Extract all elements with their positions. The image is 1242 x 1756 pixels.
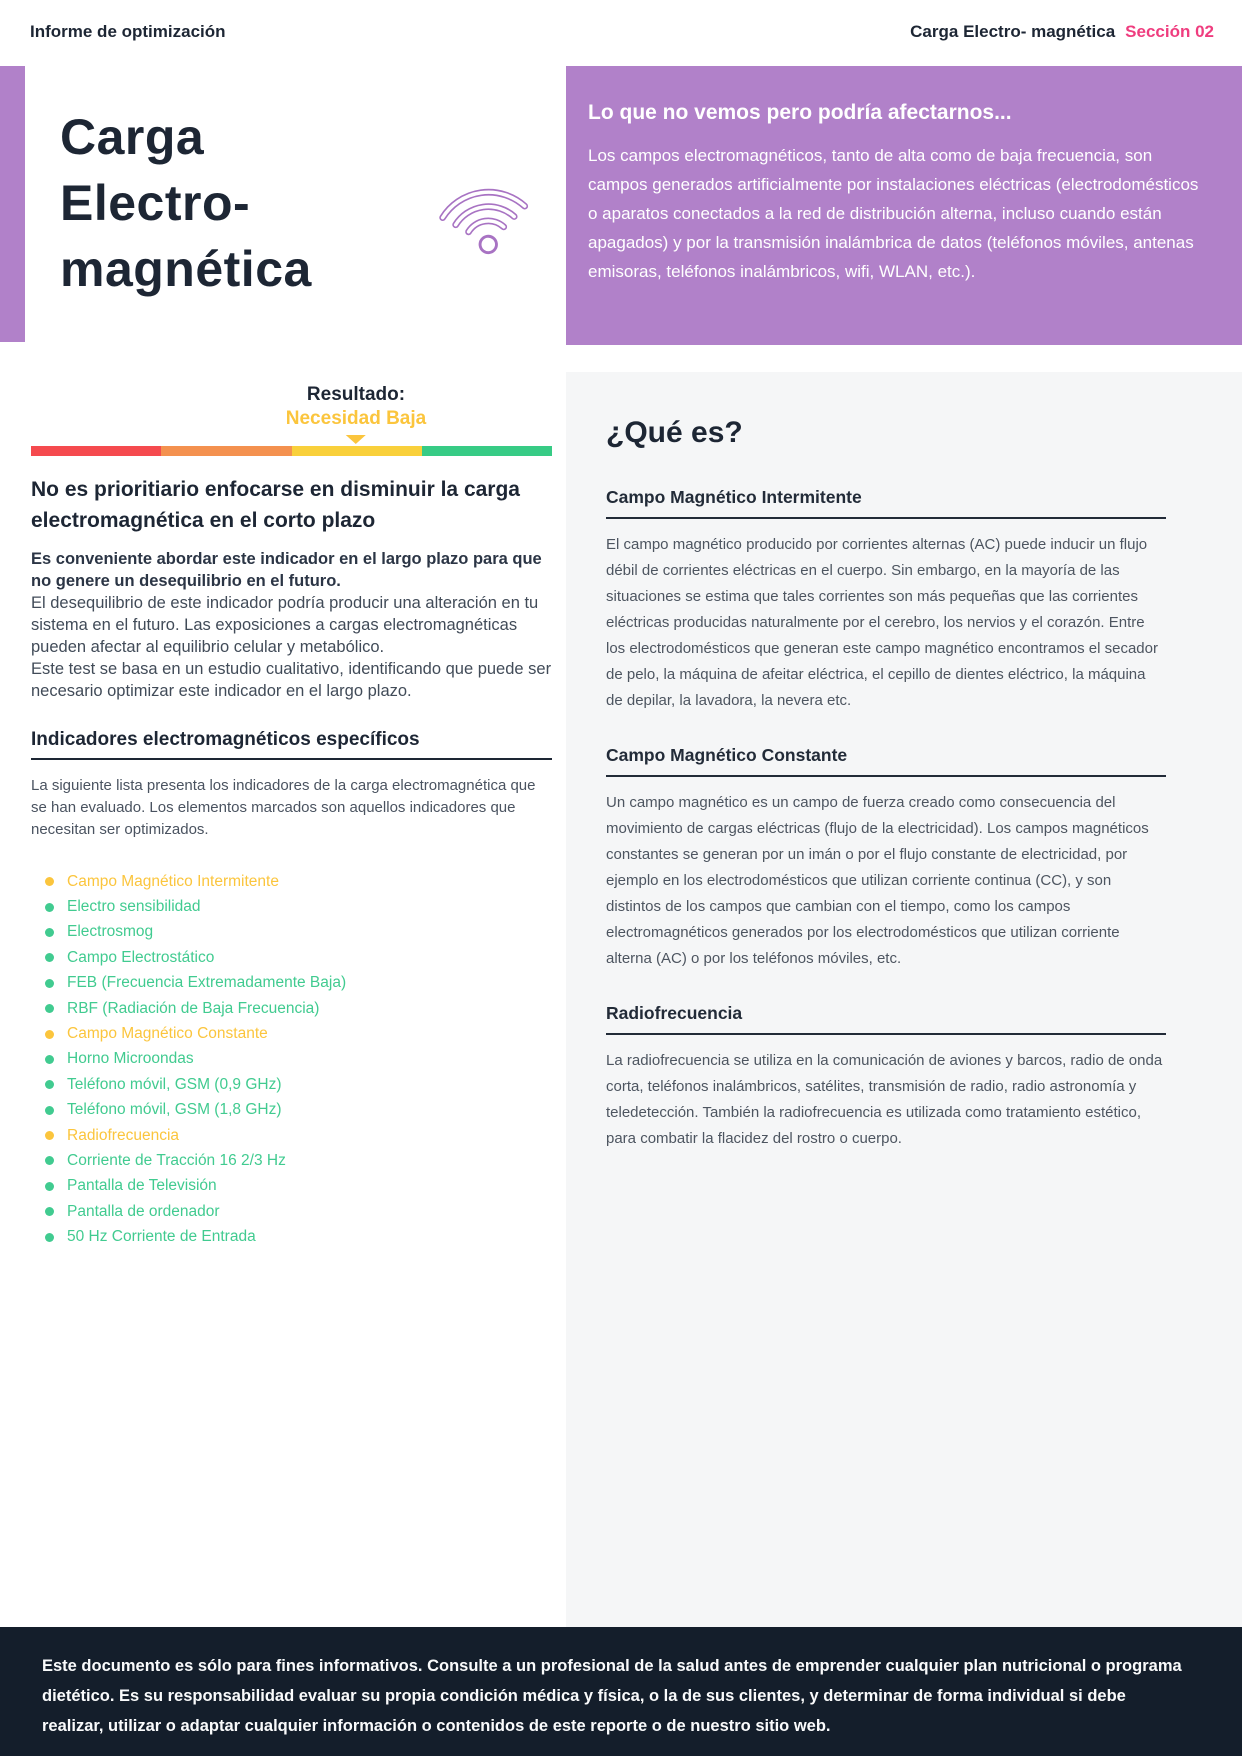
scale-segment-yellow xyxy=(292,446,422,456)
indicator-label: Campo Electrostático xyxy=(67,948,215,966)
callout-title: Lo que no vemos pero podría afectarnos... xyxy=(588,101,1012,124)
indicator-item xyxy=(31,1021,552,1046)
definition-heading: Campo Magnético Intermitente xyxy=(606,486,1166,519)
indicator-item xyxy=(31,1148,552,1173)
indicator-label: Electro sensibilidad xyxy=(67,898,201,916)
indicator-item xyxy=(31,920,552,945)
indicator-label: Corriente de Tracción 16 2/3 Hz xyxy=(67,1151,286,1169)
result-headline: No es prioritiario enfocarse en disminuir la carga electromagnética en el corto plazo xyxy=(31,478,520,532)
indicator-item xyxy=(31,1047,552,1072)
severity-scale xyxy=(31,446,552,456)
page-title xyxy=(60,104,312,302)
indicator-item xyxy=(31,1072,552,1097)
indicator-bullet-icon xyxy=(45,1182,54,1191)
indicator-item xyxy=(31,1123,552,1148)
indicators-intro: La siguiente lista presenta los indicadores de la carga electromagnética que se han evaluado. Los elementos marcados son aquellos indicadores que necesitan ser optimizados. xyxy=(31,777,536,838)
indicator-item xyxy=(31,1098,552,1123)
callout-body: Los campos electromagnéticos, tanto de alta como de baja frecuencia, son campos generados artificialmente por instalaciones eléctricas (electrodomésticos o aparatos conectados a la red de distribución alterna, incluso cuando están apagados) y por la transmisión inalámbrica de datos (teléfonos móviles, antenas emisoras, teléfonos inalámbricos, wifi, WLAN, etc.). xyxy=(588,146,1199,281)
gauge-pointer-icon xyxy=(346,435,366,444)
indicator-bullet-icon xyxy=(45,1131,54,1140)
result-label: Resultado: xyxy=(306,384,406,405)
indicator-item xyxy=(31,869,552,894)
indicator-label: RBF (Radiación de Baja Frecuencia) xyxy=(67,999,320,1017)
indicator-item xyxy=(31,945,552,970)
definition-section xyxy=(606,744,1166,972)
indicator-bullet-icon xyxy=(45,1156,54,1165)
indicator-list xyxy=(31,869,552,1250)
definition-section xyxy=(606,1002,1166,1152)
definition-body: La radiofrecuencia se utiliza en la comunicación de aviones y barcos, radio de onda corta, teléfonos inalámbricos, satélites, transmisión de radio, radio astronomía y teledetección. También la radiofrecuencia es utilizada como tratamiento estético, para combatir la flacidez del rostro o cuerpo. xyxy=(606,1052,1163,1147)
indicator-bullet-icon xyxy=(45,1233,54,1242)
indicator-item xyxy=(31,1174,552,1199)
definition-heading: Radiofrecuencia xyxy=(606,1002,1166,1035)
indicator-label: 50 Hz Corriente de Entrada xyxy=(67,1228,256,1246)
body-paragraph: Este test se basa en un estudio cualitativo, identificando que puede ser necesario optimizar este indicador en el largo plazo. xyxy=(31,660,552,700)
section-number: Sección 02 xyxy=(1125,22,1214,41)
indicator-item xyxy=(31,1199,552,1224)
lead-paragraph: Es conveniente abordar este indicador en el largo plazo para que no genere un desequilibrio en el futuro. xyxy=(31,550,542,590)
indicator-label: Electrosmog xyxy=(67,923,154,941)
scale-segment-orange xyxy=(161,446,291,456)
indicator-item xyxy=(31,996,552,1021)
scale-segment-green xyxy=(422,446,552,456)
indicator-label: Teléfono móvil, GSM (0,9 GHz) xyxy=(67,1075,282,1093)
page-header xyxy=(30,22,1214,42)
result-value: Necesidad Baja xyxy=(285,408,427,429)
scale-segment-red xyxy=(31,446,161,456)
definition-heading: Campo Magnético Constante xyxy=(606,744,1166,777)
disclaimer-footer xyxy=(0,1627,1242,1756)
result-block xyxy=(31,383,552,443)
indicator-bullet-icon xyxy=(45,1106,54,1115)
indicator-bullet-icon xyxy=(45,877,54,886)
right-panel xyxy=(566,372,1242,1627)
indicator-item xyxy=(31,1224,552,1249)
indicator-label: Campo Magnético Intermitente xyxy=(67,872,279,890)
indicator-bullet-icon xyxy=(45,1055,54,1064)
indicator-bullet-icon xyxy=(45,903,54,912)
wifi-icon xyxy=(430,146,546,258)
page-title-line: magnética xyxy=(60,241,312,297)
left-column xyxy=(31,474,552,1250)
definition-body: Un campo magnético es un campo de fuerza creado como consecuencia del movimiento de cargas eléctricas (flujo de la electricidad). Los campos magnéticos constantes se generan por un imán o por el flujo constante de electricidad, por ejemplo en los electrodomésticos que utilizan corriente continua (CC), y son distintos de los campos que cambian con el tiempo, como los campos electromagnéticos generados por los electrodomésticos que utilizan corriente alterna (AC) o por los teléfonos móviles, etc. xyxy=(606,794,1149,967)
indicator-item xyxy=(31,894,552,919)
definition-body: El campo magnético producido por corrientes alternas (AC) puede inducir un flujo débil de corrientes eléctricas en el cuerpo. Sin embargo, en la mayoría de las situaciones se estima que tales corrientes son más pequeñas que las corrientes eléctricas producidas naturalmente por el cerebro, los nervios y el corazón. Entre los electrodomésticos que generan este campo magnético encontramos el secador de pelo, la máquina de afeitar eléctrica, el cepillo de dientes eléctrico, la máquina de depilar, la lavadora, la nevera etc. xyxy=(606,536,1158,709)
indicator-bullet-icon xyxy=(45,928,54,937)
indicator-bullet-icon xyxy=(45,1207,54,1216)
indicator-bullet-icon xyxy=(45,1080,54,1089)
indicator-label: Pantalla de Televisión xyxy=(67,1177,217,1195)
indicator-bullet-icon xyxy=(45,1030,54,1039)
document-title: Informe de optimización xyxy=(30,22,226,41)
indicator-label: Radiofrecuencia xyxy=(67,1126,180,1144)
indicator-bullet-icon xyxy=(45,979,54,988)
indicator-bullet-icon xyxy=(45,953,54,962)
intro-callout xyxy=(566,66,1242,345)
result-inner xyxy=(286,383,426,444)
chapter-title: Carga Electro- magnética xyxy=(910,22,1116,41)
indicator-bullet-icon xyxy=(45,1004,54,1013)
purple-accent-bar xyxy=(0,66,25,342)
indicator-label: Campo Magnético Constante xyxy=(67,1025,268,1043)
indicators-title: Indicadores electromagnéticos específicos xyxy=(31,729,552,760)
indicator-label: Horno Microondas xyxy=(67,1050,194,1068)
page-title-line: Carga xyxy=(60,109,205,165)
indicator-item xyxy=(31,971,552,996)
page-title-line: Electro- xyxy=(60,175,251,231)
indicator-label: Teléfono móvil, GSM (1,8 GHz) xyxy=(67,1101,282,1119)
definition-section xyxy=(606,486,1166,714)
body-paragraph: El desequilibrio de este indicador podría producir una alteración en tu sistema en el futuro. Las exposiciones a cargas electromagnéticas pueden afectar al equilibrio celular y metabólico. xyxy=(31,594,539,656)
indicator-label: Pantalla de ordenador xyxy=(67,1202,220,1220)
header-right xyxy=(910,22,1214,42)
what-is-title: ¿Qué es? xyxy=(606,416,743,449)
indicator-label: FEB (Frecuencia Extremadamente Baja) xyxy=(67,974,347,992)
disclaimer-text: Este documento es sólo para fines informativos. Consulte a un profesional de la salud antes de emprender cualquier plan nutricional o programa dietético. Es su responsabilidad evaluar su propia condición médica y física, o la de sus clientes, y determinar de forma individual si debe realizar, utilizar o adaptar cualquier información o contenidos de este reporte o de nuestro sitio web. xyxy=(42,1657,1182,1735)
